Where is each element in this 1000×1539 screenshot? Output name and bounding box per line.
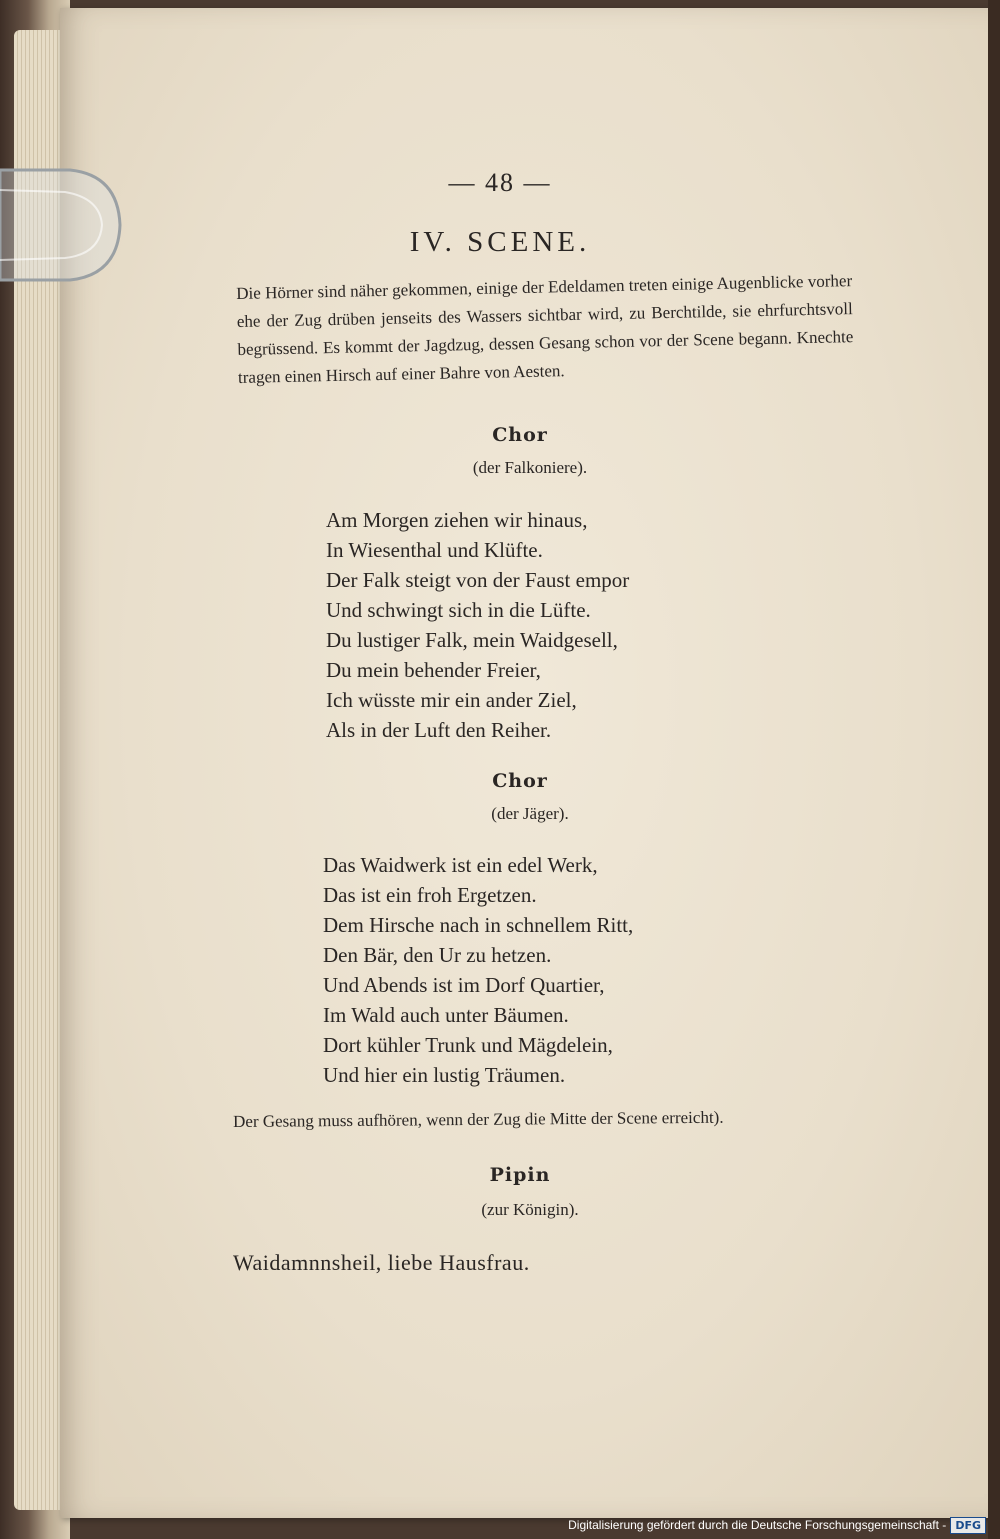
pipin-subtitle: (zur Königin). — [481, 1200, 579, 1219]
scene-title: IV. SCENE. — [409, 226, 591, 258]
verse-line: Du lustiger Falk, mein Waidgesell, — [326, 628, 618, 652]
verse-line: Den Bär, den Ur zu hetzen. — [323, 943, 552, 967]
dfg-logo-icon: DFG — [950, 1517, 986, 1534]
verse-line: Dort kühler Trunk und Mägdelein, — [323, 1033, 613, 1057]
footer-text: Digitalisierung gefördert durch die Deutsche Forschungsgemeinschaft - — [568, 1518, 947, 1532]
chorus1-verse — [326, 505, 629, 745]
verse-line: In Wiesenthal und Klüfte. — [326, 538, 543, 562]
verse-line: Das ist ein froh Ergetzen. — [323, 883, 537, 907]
chorus1-subtitle: (der Falkoniere). — [472, 458, 588, 477]
verse-line: Du mein behender Freier, — [326, 658, 541, 682]
verse-line: Und hier ein lustig Träumen. — [323, 1063, 566, 1087]
verse-line: Im Wald auch unter Bäumen. — [323, 1003, 569, 1027]
verse-line: Als in der Luft den Reiher. — [326, 718, 552, 742]
verse-line: Und schwingt sich in die Lüfte. — [326, 598, 591, 622]
verse-line: Dem Hirsche nach in schnellem Ritt, — [323, 913, 634, 937]
pipin-heading: Pipin — [489, 1164, 551, 1186]
stage-direction: Die Hörner sind näher gekommen, einige der Edeldamen treten einige Augenblicke vorher ehe der Zug drüben jenseits des Wassers sichtbar wird, zu Berchtilde, sie ehrfurchtsvoll begrüssend. Es kommt der Jagdzug, dessen Gesang schon vor der Scene begann. Knechte tragen einen Hirsch auf einer Bahre von Aesten. — [236, 271, 854, 387]
verse-line: Das Waidwerk ist ein edel Werk, — [323, 853, 598, 877]
verse-line: Und Abends ist im Dorf Quartier, — [323, 973, 605, 997]
verse-line: Ich wüsste mir ein ander Ziel, — [326, 688, 577, 712]
footer — [568, 1513, 986, 1537]
chorus2-heading: Chor — [492, 770, 548, 792]
stage-direction-end: Der Gesang muss aufhören, wenn der Zug die Mitte der Scene erreicht). — [233, 1107, 724, 1131]
chorus2-subtitle: (der Jäger). — [491, 804, 569, 823]
verse-line: Am Morgen ziehen wir hinaus, — [326, 508, 588, 532]
chorus1-heading: Chor — [492, 424, 548, 446]
page-number: — 48 — — [448, 168, 552, 197]
pipin-line: Waidamnnsheil, liebe Hausfrau. — [233, 1250, 530, 1275]
chorus2-verse — [323, 850, 633, 1090]
verse-line: Der Falk steigt von der Faust empor — [326, 568, 630, 592]
